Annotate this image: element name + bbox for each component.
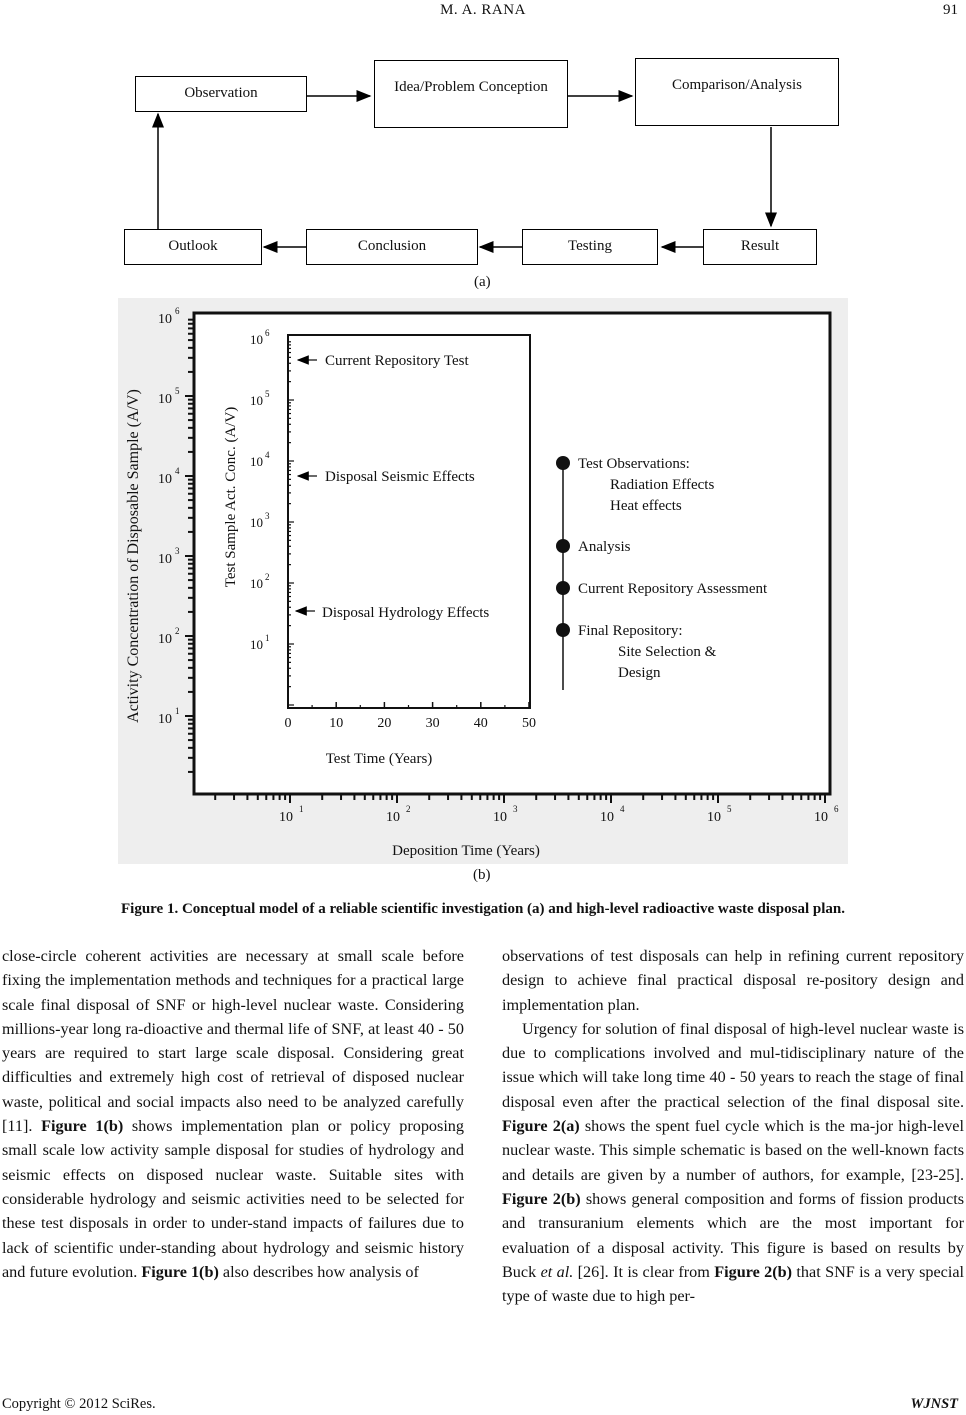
timeline-dot (556, 539, 570, 553)
figure-b-label: (b) (473, 867, 491, 883)
paragraph-left (2, 944, 464, 1284)
paragraph-right-1 (502, 944, 964, 1017)
timeline-sublabel: Site Selection & (618, 644, 717, 660)
main-y-axis-label: Activity Concentration of Disposable Sample (A/V) (125, 389, 142, 723)
x-tick-exponent: 5 (727, 804, 732, 814)
y-tick-exponent: 3 (175, 546, 180, 556)
text-run: observations of test disposals can help in refining current repository design to achieve final practical disposal re-pository design and implementation plan. (502, 947, 964, 1014)
inset-y-tick-exponent: 3 (265, 511, 270, 521)
inset-frame (288, 335, 530, 708)
annotation-current-repository-test: Current Repository Test (325, 353, 469, 369)
node-idea-problem-conception: Idea/Problem Conception (374, 60, 568, 128)
inset-y-tick-label: 10 (250, 576, 263, 591)
node-comparison-analysis: Comparison/Analysis (635, 58, 839, 126)
timeline-sublabel: Radiation Effects (610, 477, 715, 493)
text-run: close-circle coherent activities are necessary at small scale before fixing the implementation methods and techniques for a practical large scale final disposal of SNF or high-level nuclear waste. Considering millions-year long ra-dioactive and thermal life of SNF, at least 40 - 50 years are required to start large scale disposal. Considering great difficulties and extremely high cost of retrieval of disposed nuclear waste, political and social impacts also need to be analyzed carefully [11]. (2, 947, 464, 1136)
inset-x-tick-label: 0 (284, 716, 292, 731)
y-tick-label: 10 (158, 472, 172, 487)
y-tick-label: 10 (158, 632, 172, 647)
figure-reference: Figure 2(b) (502, 1189, 581, 1208)
paragraph-right-2 (502, 1017, 964, 1309)
x-tick-exponent: 4 (620, 804, 625, 814)
inset-x-tick-label: 30 (425, 716, 440, 731)
inset-y-tick-exponent: 6 (265, 328, 270, 338)
figure-caption: Figure 1. Conceptual model of a reliable scientific investigation (a) and high-level radioactive waste disposal plan. (120, 901, 845, 917)
inset-y-tick-label: 10 (250, 515, 263, 530)
timeline-label: Test Observations: (578, 456, 690, 472)
inset-x-tick-label: 10 (329, 716, 344, 731)
running-head: M. A. RANA (440, 2, 526, 18)
inset-y-tick-exponent: 1 (265, 633, 270, 643)
figure-reference: Figure 2(a) (502, 1117, 580, 1136)
inset-annotation-hydrology (296, 605, 489, 621)
text-run: also describes how analysis of (218, 1262, 419, 1281)
x-tick-exponent: 3 (513, 804, 518, 814)
inset-y-tick-label: 10 (250, 454, 263, 469)
x-tick-label: 10 (493, 810, 507, 825)
footer-journal: WJNST (910, 1396, 958, 1412)
inset-y-tick-exponent: 2 (265, 572, 270, 582)
y-tick-exponent: 1 (175, 706, 180, 716)
timeline-sublabel: Heat effects (610, 498, 682, 514)
text-run: shows general composition and forms of fission products and transuranium elements which are the most important for evaluation of a disposal activity. This figure is based on results by Buck (502, 1189, 965, 1281)
inset-y-tick-label: 10 (250, 332, 263, 347)
timeline-label: Current Repository Assessment (578, 581, 768, 597)
inset-y-tick-label: 10 (250, 393, 263, 408)
body-column-right (502, 944, 964, 1308)
y-tick-label: 10 (158, 392, 172, 407)
italic-text: et al. (540, 1262, 574, 1281)
y-tick-exponent: 2 (175, 626, 180, 636)
inset-annotation-seismic (298, 469, 475, 485)
text-run: shows the spent fuel cycle which is the ma-jor high-level nuclear waste. This simple schematic is based on the well-known facts and details are given by a number of authors, for example, [23-25]. (502, 1117, 964, 1184)
y-tick-label: 10 (158, 552, 172, 567)
y-tick-label: 10 (158, 712, 172, 727)
figure-reference: Figure 2(b) (714, 1262, 793, 1281)
y-tick-exponent: 5 (175, 386, 180, 396)
x-tick-exponent: 1 (299, 804, 304, 814)
footer-copyright: Copyright © 2012 SciRes. (2, 1396, 156, 1412)
timeline-dot (556, 456, 570, 470)
inset-x-tick-label: 50 (522, 716, 536, 731)
node-outlook: Outlook (124, 229, 262, 265)
inset-y-tick-exponent: 5 (265, 389, 270, 399)
text-run: [26]. It is clear from (573, 1262, 715, 1281)
text-run: shows implementation plan or policy proposing small scale low activity sample disposal for studies of hydrology and seismic effects on disposed nuclear waste. Suitable sites with considerable hydrology and seismic activities need to be selected for these test disposals in order to under-stand impacts of failures due to lack of scientific under-standing about hydrology and seismic history and future evolution. (2, 1117, 464, 1281)
timeline-sublabel: Design (618, 665, 661, 681)
page-number: 91 (943, 2, 958, 18)
node-conclusion: Conclusion (306, 229, 478, 265)
figure-reference: Figure 1(b) (141, 1262, 219, 1281)
inset-x-tick-label: 20 (377, 716, 392, 731)
timeline-dot (556, 623, 570, 637)
annotation-disposal-seismic-effects: Disposal Seismic Effects (325, 469, 475, 485)
node-result: Result (703, 229, 817, 265)
body-column-left (2, 944, 464, 1284)
x-tick-exponent: 6 (834, 804, 839, 814)
x-tick-label: 10 (386, 810, 400, 825)
x-tick-exponent: 2 (406, 804, 411, 814)
inset-y-tick-label: 10 (250, 637, 263, 652)
timeline-label: Analysis (578, 539, 631, 555)
node-testing: Testing (522, 229, 658, 265)
x-tick-label: 10 (707, 810, 721, 825)
figure-reference: Figure 1(b) (41, 1117, 124, 1136)
inset-y-axis-label: Test Sample Act. Conc. (A/V) (223, 406, 239, 588)
node-observation: Observation (135, 76, 307, 112)
x-tick-label: 10 (600, 810, 614, 825)
text-run: that SNF is a very special type of waste due to high per- (502, 1262, 965, 1306)
inset-y-tick-exponent: 4 (265, 450, 270, 460)
inset-x-axis-label: Test Time (Years) (325, 751, 433, 767)
text-run: Urgency for solution of final disposal of high-level nuclear waste is due to complications involved and mul-tidisciplinary nature of the issue which will take long time 40 - 50 years to reach the stage of final disposal even after the practical selection of the final disposal site. (502, 1019, 964, 1111)
y-tick-label: 10 (158, 312, 172, 327)
timeline-dot (556, 581, 570, 595)
inset-x-tick-label: 40 (473, 716, 488, 731)
annotation-disposal-hydrology-effects: Disposal Hydrology Effects (322, 605, 490, 621)
main-x-axis-label: Deposition Time (Years) (392, 843, 540, 859)
figure-b-chart (118, 298, 848, 864)
y-tick-exponent: 6 (175, 306, 180, 316)
figure-a-label: (a) (474, 274, 491, 290)
timeline-label: Final Repository: (578, 623, 683, 639)
y-tick-exponent: 4 (175, 466, 180, 476)
x-tick-label: 10 (279, 810, 293, 825)
x-tick-label: 10 (814, 810, 828, 825)
